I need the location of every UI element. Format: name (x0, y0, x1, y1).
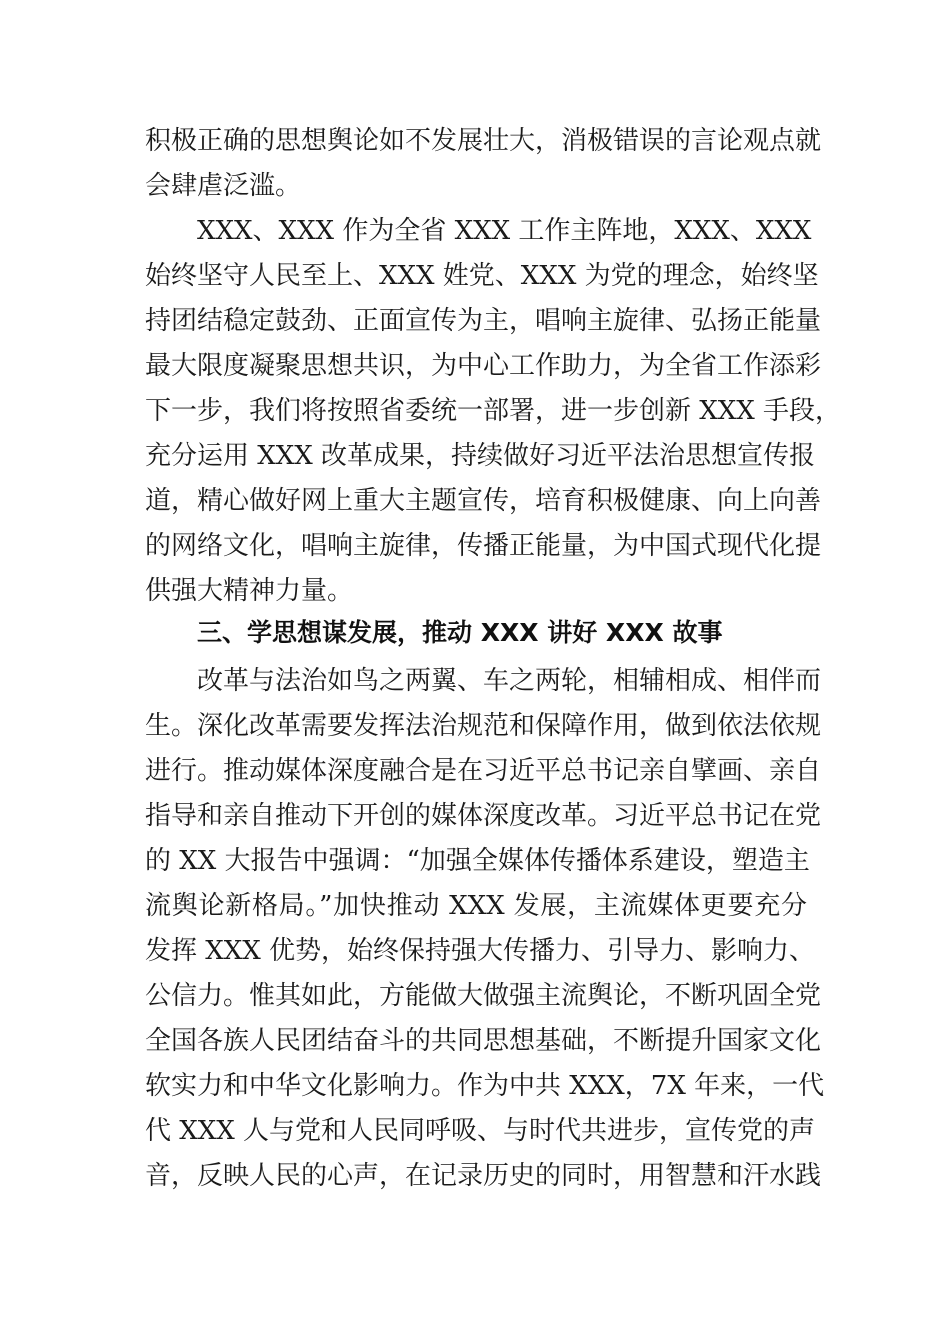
text-line: XXX、XXX 作为全省 XXX 工作主阵地，XXX、XXX (197, 216, 812, 246)
text-line: 发挥 XXX 优势，始终保持强大传播力、引导力、影响力、 (145, 936, 816, 966)
text-line: 进行。推动媒体深度融合是在习近平总书记亲自擘画、亲自 (145, 756, 822, 786)
text-line: 的网络文化，唱响主旋律，传播正能量，为中国式现代化提 (145, 531, 822, 561)
text-line: 代 XXX 人与党和人民同呼吸、与时代共进步，宣传党的声 (145, 1116, 816, 1146)
text-line: 持团结稳定鼓劲、正面宣传为主，唱响主旋律、弘扬正能量 (145, 306, 822, 336)
text-line: 流舆论新格局。”加快推动 XXX 发展，主流媒体更要充分 (145, 891, 807, 921)
text-line: 生。深化改革需要发挥法治规范和保障作用，做到依法依规 (145, 711, 822, 741)
text-line: 充分运用 XXX 改革成果，持续做好习近平法治思想宣传报 (145, 441, 816, 471)
text-line: 始终坚守人民至上、XXX 姓党、XXX 为党的理念，始终坚 (145, 261, 819, 291)
section-heading: 三、学思想谋发展，推动 XXX 讲好 XXX 故事 (197, 618, 723, 647)
text-line: 下一步，我们将按照省委统一部署，进一步创新 XXX 手段， (145, 396, 842, 426)
text-line: 的 XX 大报告中强调：“加强全媒体传播体系建设，塑造主 (145, 846, 810, 876)
text-line: 积极正确的思想舆论如不发展壮大，消极错误的言论观点就 (145, 126, 822, 156)
text-line: 指导和亲自推动下开创的媒体深度改革。习近平总书记在党 (145, 801, 822, 831)
text-line: 改革与法治如鸟之两翼、车之两轮，相辅相成、相伴而 (197, 666, 822, 696)
text-line: 音，反映人民的心声，在记录历史的同时，用智慧和汗水践 (145, 1161, 822, 1191)
text-line: 供强大精神力量。 (145, 576, 354, 606)
text-line: 最大限度凝聚思想共识，为中心工作助力，为全省工作添彩 (145, 351, 822, 381)
text-line: 软实力和中华文化影响力。作为中共 XXX，7X 年来，一代 (145, 1071, 825, 1101)
text-line: 全国各族人民团结奋斗的共同思想基础，不断提升国家文化 (145, 1026, 822, 1056)
text-line: 道，精心做好网上重大主题宣传，培育积极健康、向上向善 (145, 486, 822, 516)
text-line: 公信力。惟其如此，方能做大做强主流舆论，不断巩固全党 (145, 981, 822, 1011)
text-line: 会肆虐泛滥。 (145, 171, 302, 201)
